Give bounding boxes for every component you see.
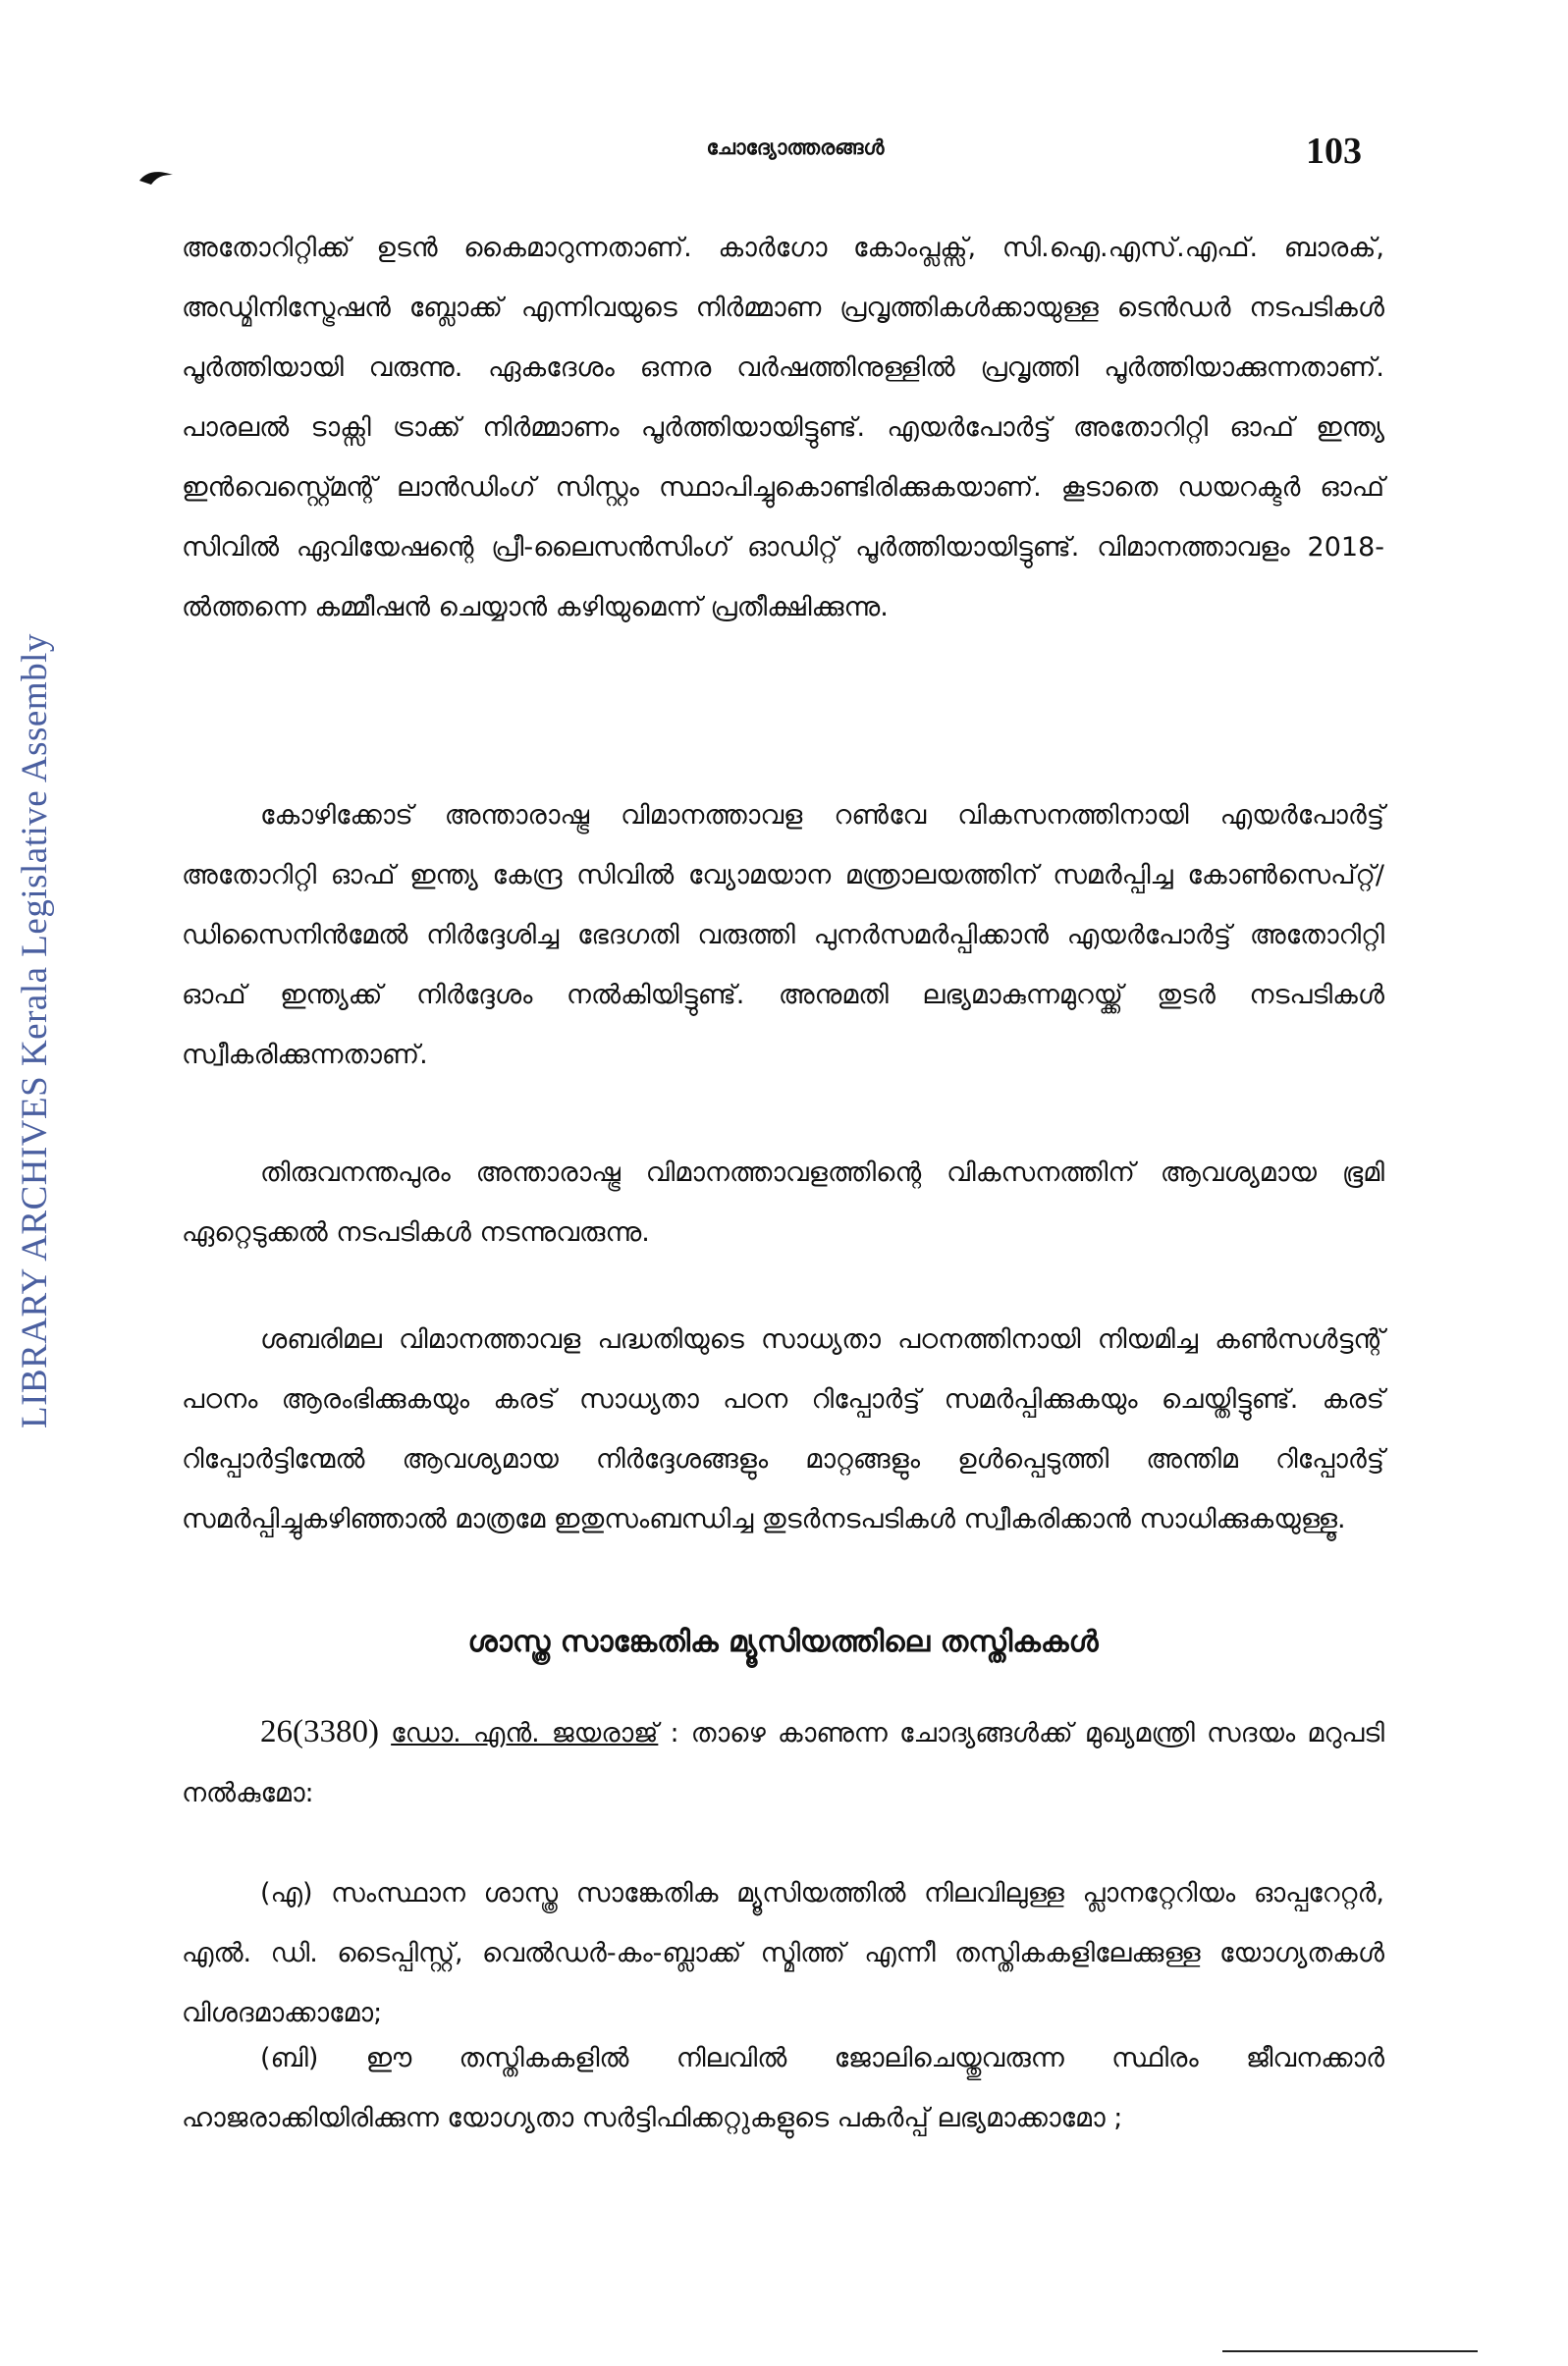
footer-rule <box>1222 2350 1478 2352</box>
question-item-a-block <box>182 1863 1384 2043</box>
question-number: 26(3380) <box>260 1714 379 1749</box>
answer-paragraph-kozhikode <box>182 785 1384 1085</box>
library-archives-watermark: LIBRARY ARCHIVES Kerala Legislative Assembly <box>15 633 55 1428</box>
answer-paragraph-sabarimala <box>182 1310 1384 1549</box>
running-title: ചോദ്യോത്തരങ്ങൾ <box>706 135 885 159</box>
question-intro-text: : താഴെ കാണുന്ന ചോദ്യങ്ങൾക്ക് മുഖ്യമന്ത്രി സദയം മറുപടി നൽകുമോ: <box>182 1718 1384 1808</box>
question-item-b-block <box>182 2028 1384 2148</box>
member-name: ഡോ. എൻ. ജയരാജ് <box>391 1718 659 1748</box>
scan-mark-icon <box>137 165 175 187</box>
paragraph-3: തിരുവനന്തപുരം അന്താരാഷ്ട്ര വിമാനത്താവളത്തിന്റെ വികസനത്തിന് ആവശ്യമായ ഭൂമി ഏറ്റെടുക്കൽ നടപടികൾ നടന്നുവരുന്നു. <box>182 1157 1384 1248</box>
question-item-a: (എ) സംസ്ഥാന ശാസ്ത്ര സാങ്കേതിക മ്യൂസിയത്തിൽ നിലവിലുള്ള പ്ലാനറ്റേറിയം ഓപ്പറേറ്റർ, എൽ. ഡി. ടൈപ്പിസ്റ്റ്, വെൽഡർ-കം-ബ്ലാക്ക് സ്മിത്ത് എന്നീ തസ്തികകളിലേക്കുള്ള യോഗ്യതകൾ വിശദമാക്കാമോ; <box>182 1878 1384 2028</box>
paragraph-1: അതോറിറ്റിക്ക് ഉടൻ കൈമാറുന്നതാണ്. കാർഗോ കോംപ്ലക്സ്, സി.ഐ.എസ്.എഫ്. ബാരക്, അഡ്മിനിസ്ട്രേഷൻ ബ്ലോക്ക് എന്നിവയുടെ നിർമ്മാണ പ്രവൃത്തികൾക്കായുള്ള ടെൻഡർ നടപടികൾ പൂർത്തിയായി വരുന്നു. ഏകദേശം ഒന്നര വർഷത്തിനുള്ളിൽ പ്രവൃത്തി പൂർത്തിയാക്കുന്നതാണ്. പാരലൽ ടാക്സി ട്രാക്ക് നിർമ്മാണം പൂർത്തിയായിട്ടുണ്ട്. എയർപോർട്ട് അതോറിറ്റി ഓഫ് ഇന്ത്യ ഇൻവെസ്റ്റ്മെന്റ് ലാൻഡിംഗ് സിസ്റ്റം സ്ഥാപിച്ചുകൊണ്ടിരിക്കുകയാണ്. കൂടാതെ ഡയറക്ടർ ഓഫ് സിവിൽ ഏവിയേഷന്റെ പ്രീ-ലൈസൻസിംഗ് ഓഡിറ്റ് പൂർത്തിയായിട്ടുണ്ട്. വിമാനത്താവളം 2018-ൽത്തന്നെ കമ്മീഷൻ ചെയ്യാൻ കഴിയുമെന്ന് പ്രതീക്ഷിക്കുന്നു. <box>182 233 1384 622</box>
question-item-b: (ബി) ഈ തസ്തികകളിൽ നിലവിൽ ജോലിചെയ്തുവരുന്ന സ്ഥിരം ജീവനക്കാർ ഹാജരാക്കിയിരിക്കുന്ന യോഗ്യതാ സർട്ടിഫിക്കറ്റുകളുടെ പകർപ്പ് ലഭ്യമാക്കാമോ ; <box>182 2043 1384 2133</box>
answer-paragraph-thiruvananthapuram <box>182 1143 1384 1263</box>
question-intro <box>182 1702 1384 1823</box>
paragraph-4: ശബരിമല വിമാനത്താവള പദ്ധതിയുടെ സാധ്യതാ പഠനത്തിനായി നിയമിച്ച കൺസൾട്ടന്റ് പഠനം ആരംഭിക്കുകയും കരട് സാധ്യതാ പഠന റിപ്പോർട്ട് സമർപ്പിക്കുകയും ചെയ്തിട്ടുണ്ട്. കരട് റിപ്പോർട്ടിന്മേൽ ആവശ്യമായ നിർദ്ദേശങ്ങളും മാറ്റങ്ങളും ഉൾപ്പെടുത്തി അന്തിമ റിപ്പോർട്ട് സമർപ്പിച്ചുകഴിഞ്ഞാൽ മാത്രമേ ഇതുസംബന്ധിച്ച തുടർനടപടികൾ സ്വീകരിക്കാൻ സാധിക്കുകയുള്ളൂ. <box>182 1324 1384 1534</box>
answer-paragraph-continued <box>182 218 1384 637</box>
paragraph-2: കോഴിക്കോട് അന്താരാഷ്ട്ര വിമാനത്താവള റൺവേ വികസനത്തിനായി എയർപോർട്ട് അതോറിറ്റി ഓഫ് ഇന്ത്യ കേന്ദ്ര സിവിൽ വ്യോമയാന മന്ത്രാലയത്തിന് സമർപ്പിച്ച കോൺസെപ്റ്റ്/ഡിസൈനിൻമേൽ നിർദ്ദേശിച്ച ഭേദഗതി വരുത്തി പുനർസമർപ്പിക്കാൻ എയർപോർട്ട് അതോറിറ്റി ഓഫ് ഇന്ത്യക്ക് നിർദ്ദേശം നൽകിയിട്ടുണ്ട്. അനുമതി ലഭ്യമാകുന്നമുറയ്ക്ക് തുടർ നടപടികൾ സ്വീകരിക്കുന്നതാണ്. <box>182 800 1384 1070</box>
section-heading: ശാസ്ത്ര സാങ്കേതിക മ്യൂസിയത്തിലെ തസ്തികകൾ <box>467 1625 1099 1659</box>
page-number: 103 <box>1306 131 1362 172</box>
question-block <box>182 1702 1384 1823</box>
